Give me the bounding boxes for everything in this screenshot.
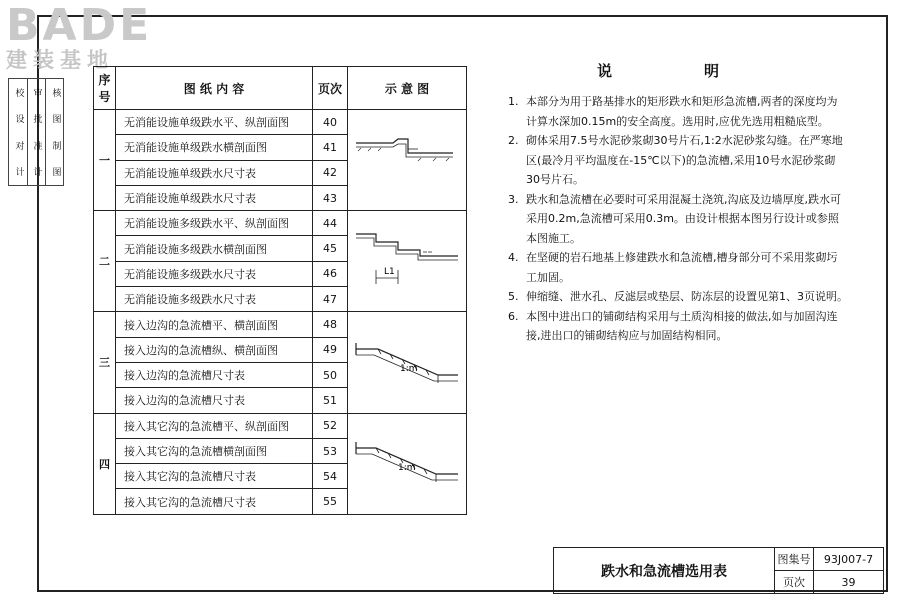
note-number: 3. — [508, 192, 519, 206]
note-item — [508, 248, 848, 287]
row-name: 无消能设施单级跌水尺寸表 — [116, 185, 313, 210]
row-name: 接入其它沟的急流槽尺寸表 — [116, 464, 313, 489]
diagram-label: 1:m — [398, 463, 416, 474]
watermark-logo — [6, 0, 153, 74]
side-label: 图 — [50, 114, 61, 124]
row-page: 41 — [313, 135, 348, 160]
row-name: 接入其它沟的急流槽尺寸表 — [116, 489, 313, 514]
row-name: 无消能设施单级跌水横剖面图 — [116, 135, 313, 160]
note-item — [508, 131, 848, 190]
row-page: 52 — [313, 413, 348, 438]
row-page: 55 — [313, 489, 348, 514]
row-name: 接入边沟的急流槽纵、横剖面图 — [116, 337, 313, 362]
row-name: 接入边沟的急流槽平、横剖面图 — [116, 312, 313, 337]
note-text: 砌体采用7.5号水泥砂浆砌30号片石,1:2水泥砂浆勾缝。在严寒地区(最冷月平均温度在-15℃以下)的急流槽,采用10号水泥砂浆砌30号片石。 — [526, 134, 843, 186]
side-label: 核 — [50, 87, 61, 97]
side-col-1 — [9, 79, 28, 185]
row-page: 49 — [313, 337, 348, 362]
note-number: 2. — [508, 134, 519, 147]
chute-side-ditch-diagram — [348, 313, 466, 409]
row-name: 接入其它沟的急流槽平、纵剖面图 — [116, 413, 313, 438]
row-page: 50 — [313, 362, 348, 387]
group-index: 二 — [94, 211, 116, 312]
notes-title: 说明 — [597, 62, 812, 80]
watermark-latin: BADE — [6, 0, 153, 51]
header-diagram: 示 意 图 — [348, 67, 467, 110]
note-number: 5. — [508, 290, 519, 303]
row-name: 无消能设施多级跌水平、纵剖面图 — [116, 211, 313, 236]
title-block — [553, 547, 884, 594]
row-name: 无消能设施单级跌水平、纵剖面图 — [116, 110, 313, 135]
diagram-cell — [348, 110, 467, 211]
side-label: 制 — [50, 140, 61, 150]
diagram-cell — [348, 312, 467, 413]
row-page: 53 — [313, 438, 348, 463]
diagram-label: L1 — [384, 266, 395, 277]
diagram-label: 1:m — [400, 363, 418, 374]
group-index: 一 — [94, 110, 116, 211]
row-page: 43 — [313, 185, 348, 210]
note-text: 跌水和急流槽在必要时可采用混凝土浇筑,沟底及边墙厚度,跌水可采用0.2m,急流槽可采用0.3m。由设计根据本图另行设计或参照本图施工。 — [526, 192, 841, 245]
watermark-chinese: 建装基地 — [6, 48, 114, 72]
side-label: 审 — [31, 87, 42, 97]
row-name: 接入边沟的急流槽尺寸表 — [116, 388, 313, 413]
header-index: 序号 — [94, 67, 116, 110]
side-label: 校 — [13, 87, 24, 97]
row-name: 无消能设施多级跌水尺寸表 — [116, 287, 313, 312]
row-page: 45 — [313, 236, 348, 261]
row-page: 51 — [313, 388, 348, 413]
group-index: 三 — [94, 312, 116, 413]
header-content: 图 纸 内 容 — [116, 67, 313, 110]
header-page: 页次 — [313, 67, 348, 110]
note-item — [508, 190, 848, 249]
atlas-number: 93J007-7 — [814, 548, 884, 571]
table-row — [94, 312, 467, 337]
row-page: 42 — [313, 160, 348, 185]
note-number: 6. — [508, 309, 519, 323]
note-item — [508, 307, 848, 346]
row-name: 接入边沟的急流槽尺寸表 — [116, 362, 313, 387]
side-label: 图 — [50, 167, 61, 177]
side-label: 批 — [31, 114, 42, 124]
side-col-2 — [27, 79, 46, 185]
row-name: 无消能设施单级跌水尺寸表 — [116, 160, 313, 185]
note-number: 4. — [508, 251, 519, 264]
note-item — [508, 92, 848, 131]
row-name: 无消能设施多级跌水横剖面图 — [116, 236, 313, 261]
side-col-3 — [46, 79, 64, 185]
multi-drop-diagram — [348, 212, 466, 308]
row-page: 54 — [313, 464, 348, 489]
diagram-cell — [348, 211, 467, 312]
atlas-label: 图集号 — [775, 548, 814, 571]
drawing-title: 跌水和急流槽选用表 — [554, 548, 775, 594]
table-row — [94, 211, 467, 236]
note-text: 本部分为用于路基排水的矩形跌水和矩形急流槽,两者的深度均为计算水深加0.15m的安全高度。选用时,应优先选用粗糙底型。 — [526, 95, 838, 128]
table-row — [94, 110, 467, 135]
row-name: 接入其它沟的急流槽横剖面图 — [116, 438, 313, 463]
single-drop-diagram — [348, 111, 466, 207]
row-page: 48 — [313, 312, 348, 337]
diagram-cell — [348, 413, 467, 514]
row-page: 40 — [313, 110, 348, 135]
selection-table — [93, 66, 467, 515]
note-number: 1. — [508, 95, 519, 108]
chute-other-ditch-diagram — [348, 414, 466, 510]
table-header-row — [94, 67, 467, 110]
row-page: 47 — [313, 287, 348, 312]
approval-sidebox — [8, 78, 64, 186]
note-text: 本图中进出口的铺砌结构采用与土质沟相接的做法,如与加固沟连接,进出口的铺砌结构应与加固结构相同。 — [526, 309, 838, 342]
side-label: 准 — [31, 140, 42, 150]
side-label: 对 — [13, 140, 24, 150]
page-label: 页次 — [775, 571, 814, 594]
side-label: 计 — [31, 167, 42, 177]
notes-list — [508, 92, 848, 346]
side-label: 设 — [13, 114, 24, 124]
note-item — [508, 287, 848, 307]
page-number: 39 — [814, 571, 884, 594]
row-name: 无消能设施多级跌水尺寸表 — [116, 261, 313, 286]
row-page: 46 — [313, 261, 348, 286]
note-text: 伸缩缝、泄水孔、反滤层或垫层、防冻层的设置见第1、3页说明。 — [526, 290, 848, 303]
group-index: 四 — [94, 413, 116, 514]
table-row — [94, 413, 467, 438]
note-text: 在坚硬的岩石地基上修建跌水和急流槽,槽身部分可不采用浆砌圬工加固。 — [526, 251, 838, 284]
row-page: 44 — [313, 211, 348, 236]
side-label: 计 — [13, 167, 24, 177]
